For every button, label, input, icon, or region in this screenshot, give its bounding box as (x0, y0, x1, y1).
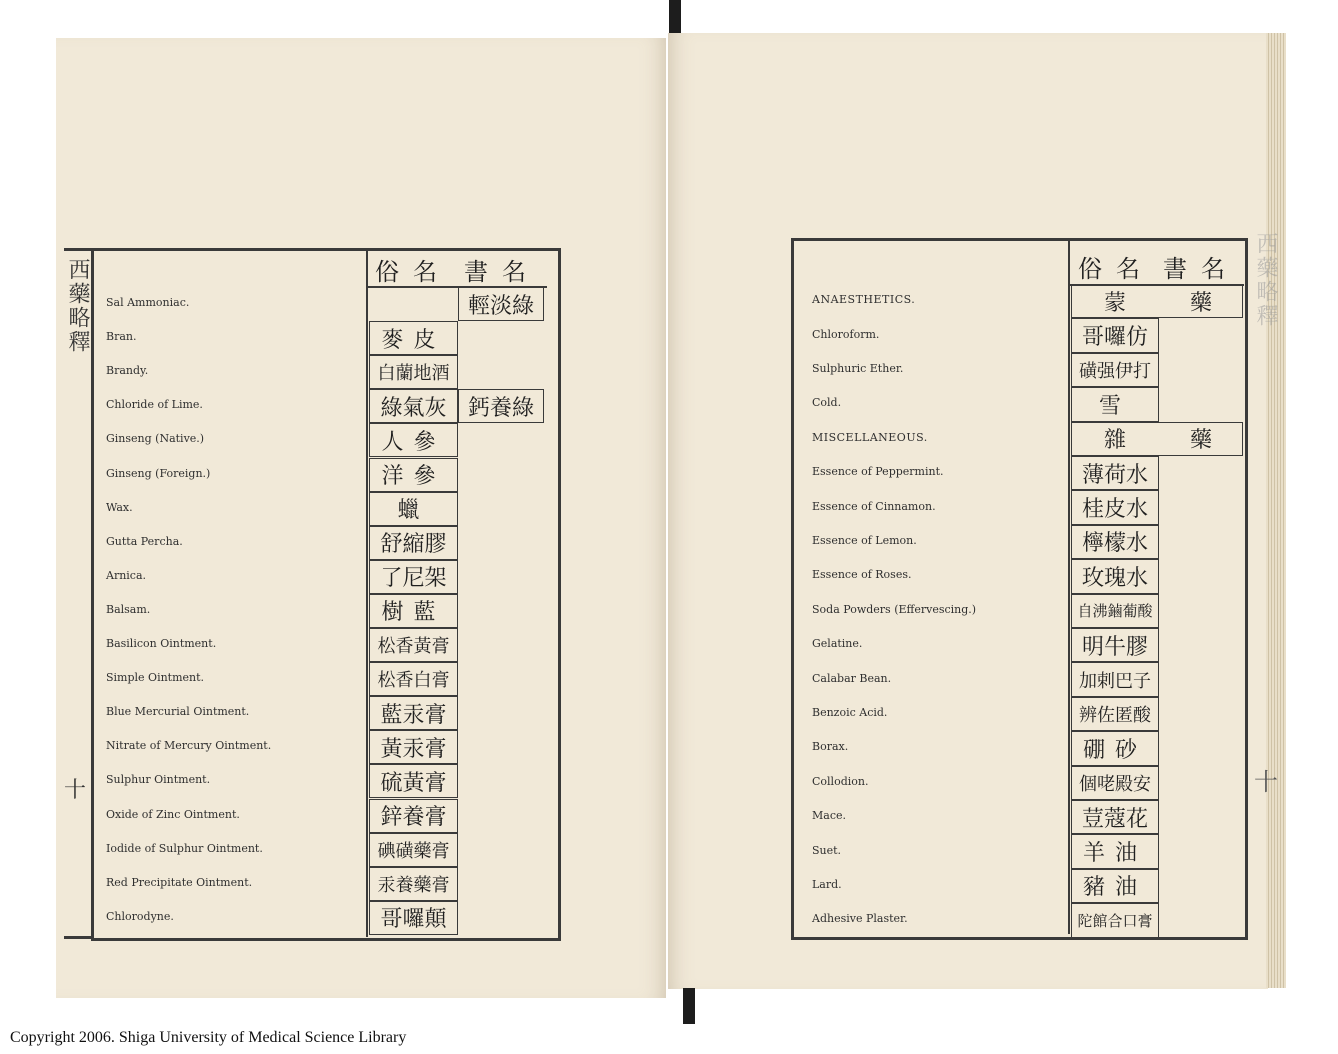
row-common-name: 綠氣灰 (369, 389, 458, 423)
row-common-name: 藍汞膏 (369, 696, 458, 730)
left-side-title: 西藥略釋 (65, 258, 90, 354)
copyright-notice: Copyright 2006. Shiga University of Medical Science Library (10, 1029, 407, 1046)
row-english-name: MISCELLANEOUS. (812, 430, 928, 444)
right-table-frame (791, 238, 1248, 940)
row-english-name: Sulphuric Ether. (812, 362, 904, 375)
row-english-name: Red Precipitate Ointment. (106, 875, 253, 889)
left-header-book: 書名 (464, 257, 540, 286)
row-english-name: Chloride of Lime. (106, 398, 203, 412)
row-book-name: 鈣養綠 (458, 389, 544, 423)
row-common-name: 加剌巴子 (1071, 662, 1159, 696)
left-header-common: 俗名 (375, 257, 451, 286)
right-col-divider (1068, 241, 1070, 934)
row-english-name: Cold. (812, 396, 842, 410)
row-common-name: 磺强伊打 (1071, 353, 1159, 387)
row-common-name: 明牛膠 (1071, 628, 1159, 662)
left-vertical-rule-bottom (64, 936, 94, 939)
row-common-name: 硼砂 (1071, 731, 1159, 765)
left-page-number: 十 (64, 778, 87, 803)
row-english-name: Chloroform. (812, 327, 880, 341)
row-english-name: Gelatine. (812, 637, 863, 651)
row-english-name: Chlorodyne. (106, 909, 174, 923)
row-english-name: Essence of Peppermint. (812, 465, 944, 479)
row-english-name: Balsam. (106, 602, 151, 616)
row-common-name: 個咾殿安 (1071, 766, 1159, 800)
row-english-name: Essence of Roses. (812, 568, 912, 582)
row-english-name: Sal Ammoniac. (106, 296, 190, 310)
row-common-name: 哥囉仿 (1071, 318, 1159, 352)
row-common-name: 了尼架 (369, 560, 458, 594)
right-side-title: 西藥略釋 (1253, 232, 1278, 328)
row-common-name: 汞養藥膏 (369, 867, 458, 901)
row-common-name: 羊油 (1071, 834, 1159, 868)
row-common-name: 人參 (369, 423, 458, 457)
section-heading-common: 雜 (1103, 428, 1126, 454)
section-heading-book: 藥 (1189, 428, 1212, 454)
row-common-name: 蠟 (369, 492, 458, 526)
row-english-name: Essence of Lemon. (812, 534, 917, 547)
row-common-name: 自沸鏀葡酸 (1071, 594, 1159, 628)
row-english-name: Lard. (812, 878, 842, 891)
row-english-name: Adhesive Plaster. (812, 912, 908, 926)
row-english-name: Essence of Cinnamon. (812, 499, 936, 513)
row-english-name: Nitrate of Mercury Ointment. (106, 739, 272, 753)
row-english-name: Calabar Bean. (812, 671, 892, 685)
row-english-name: Sulphur Ointment. (106, 773, 211, 787)
row-common-name: 松香白膏 (369, 662, 458, 696)
row-english-name: Simple Ointment. (106, 671, 205, 685)
bookmark-ribbon-top (669, 0, 681, 34)
row-common-name: 豬油 (1071, 869, 1159, 903)
row-common-name: 辨佐匿酸 (1071, 697, 1159, 731)
row-common-name: 哥囉顛 (369, 901, 458, 935)
row-common-name: 荳蔻花 (1071, 800, 1159, 834)
row-common-name: 洋參 (369, 458, 458, 492)
row-english-name: Borax. (812, 740, 849, 754)
row-common-name: 硫黃膏 (369, 764, 458, 798)
row-english-name: Gutta Percha. (106, 534, 183, 548)
row-common-name: 黃汞膏 (369, 730, 458, 764)
row-english-name: Collodion. (812, 774, 869, 788)
row-common-name: 桂皮水 (1071, 490, 1159, 524)
row-common-name: 雪 (1071, 387, 1159, 421)
row-common-name: 陀館合口膏 (1071, 903, 1159, 937)
right-header-common: 俗名 (1078, 254, 1154, 283)
row-english-name: Blue Mercurial Ointment. (106, 705, 250, 719)
row-english-name: Arnica. (106, 568, 147, 582)
row-english-name: Oxide of Zinc Ointment. (106, 807, 240, 821)
row-common-name: 玫瑰水 (1071, 559, 1159, 593)
row-book-name: 輕淡綠 (458, 287, 544, 321)
row-english-name: Suet. (812, 843, 842, 857)
section-heading-common: 蒙 (1103, 290, 1126, 316)
row-common-name: 松香黃膏 (369, 628, 458, 662)
row-common-empty (369, 287, 458, 321)
page-edges (1266, 33, 1286, 988)
bookmark-ribbon-bottom (683, 988, 695, 1024)
row-english-name: Bran. (106, 330, 137, 344)
row-english-name: Mace. (812, 809, 846, 823)
row-common-name: 鋅養膏 (369, 799, 458, 833)
left-col-divider (366, 251, 368, 937)
row-common-name: 薄荷水 (1071, 456, 1159, 490)
right-header-book: 書名 (1163, 254, 1239, 283)
row-common-name: 檸檬水 (1071, 525, 1159, 559)
row-common-name: 白蘭地酒 (369, 355, 458, 389)
right-page-number: 十 (1254, 768, 1278, 796)
row-english-name: Iodide of Sulphur Ointment. (106, 841, 263, 855)
row-english-name: Wax. (106, 500, 133, 514)
row-english-name: Benzoic Acid. (812, 706, 888, 719)
row-english-name: Basilicon Ointment. (106, 637, 217, 651)
row-common-name: 樹藍 (369, 594, 458, 628)
left-table-frame (91, 248, 561, 941)
row-common-name: 碘磺藥膏 (369, 833, 458, 867)
row-english-name: Soda Powders (Effervescing.) (812, 602, 977, 616)
left-vertical-rule (64, 248, 94, 251)
row-english-name: ANAESTHETICS. (812, 293, 916, 307)
row-english-name: Ginseng (Foreign.) (106, 466, 211, 480)
row-english-name: Ginseng (Native.) (106, 432, 205, 446)
section-heading-book: 藥 (1189, 290, 1212, 316)
row-common-name: 舒縮膠 (369, 526, 458, 560)
row-english-name: Brandy. (106, 364, 149, 378)
row-common-name: 麥皮 (369, 321, 458, 355)
